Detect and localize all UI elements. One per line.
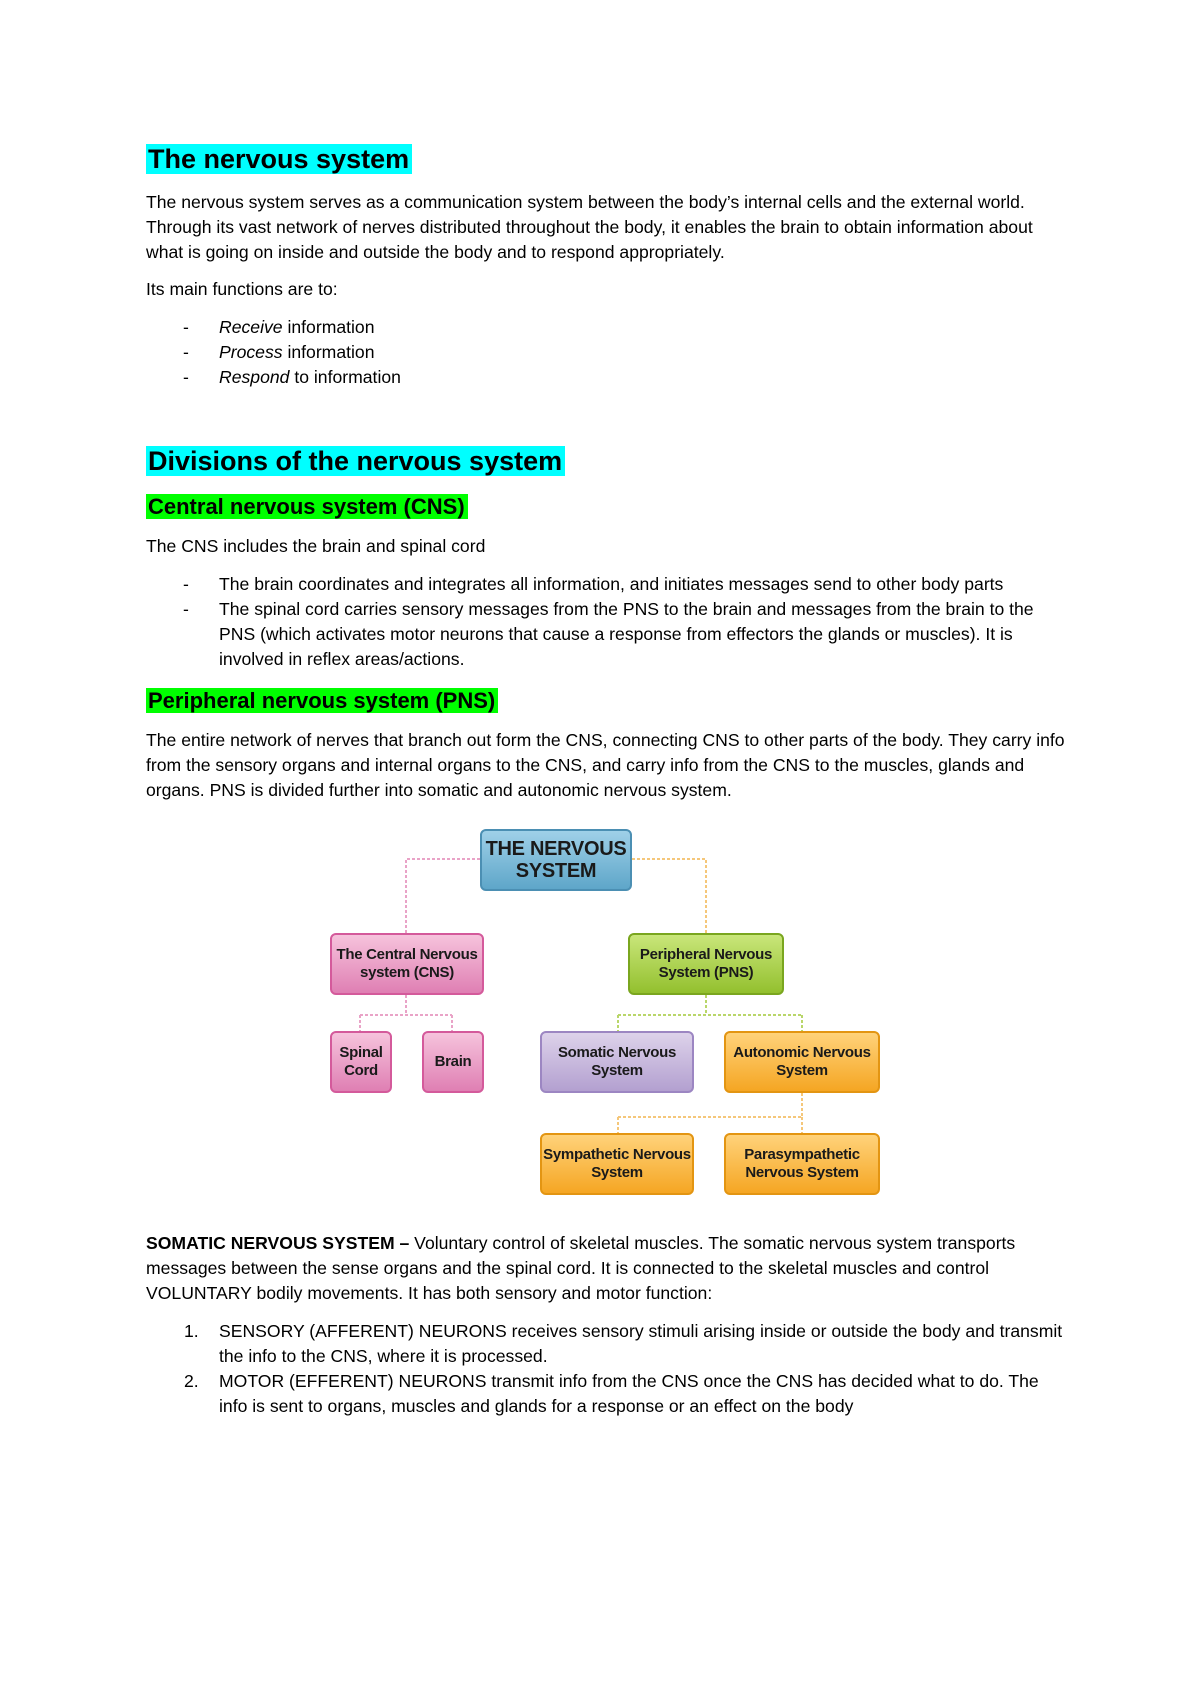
node-pns: Peripheral Nervous System (PNS) [628, 933, 784, 995]
heading-cns [146, 492, 1066, 522]
heading-text: Central nervous system (CNS) [146, 494, 468, 519]
function-rest: information [282, 342, 375, 362]
section-title-divisions [146, 444, 1066, 478]
connector-pns-children [618, 995, 802, 1031]
connector-autonomic-children [618, 1093, 802, 1133]
list-item-text: SENSORY (AFFERENT) NEURONS receives sensory stimuli arising inside or outside the body and transmit the info to the CNS, where it is processed. [219, 1321, 1063, 1366]
node-brain: Brain [422, 1031, 484, 1093]
list-item-text: MOTOR (EFFERENT) NEURONS transmit info from the CNS once the CNS has decided what to do. The info is sent to organs, muscles and glands for a response or an effect on the body [219, 1371, 1039, 1416]
cns-list [146, 572, 1066, 672]
list-number: 2. [184, 1371, 199, 1391]
list-item [146, 340, 1066, 365]
list-number: 1. [184, 1321, 199, 1341]
node-spinal-cord: Spinal Cord [330, 1031, 392, 1093]
list-item-text: The spinal cord carries sensory messages from the PNS to the brain and messages from the brain to the PNS (which activates motor neurons that cause a response from effectors the glands or muscles). It is involved in reflex areas/actions. [219, 599, 1034, 669]
section-title-text: Divisions of the nervous system [146, 446, 565, 476]
function-verb: Receive [219, 317, 283, 337]
section-title-text: The nervous system [146, 144, 412, 174]
list-item [146, 1369, 1066, 1419]
function-rest: to information [289, 367, 401, 387]
node-autonomic: Autonomic Nervous System [724, 1031, 880, 1093]
somatic-paragraph [146, 1231, 1066, 1306]
somatic-text: Voluntary control of skeletal muscles. The somatic nervous system transports messages between the sense organs and the spinal cord. It is connected to the skeletal muscles and control VOLUNTARY bodily movements. It has both sensory and motor function: [146, 1233, 1016, 1303]
list-item [146, 572, 1066, 597]
nervous-system-diagram [146, 825, 1066, 1225]
section-title-nervous-system [146, 142, 1066, 176]
connector-root-cns [406, 859, 480, 933]
heading-text: Peripheral nervous system (PNS) [146, 688, 498, 713]
dash-bullet: - [183, 342, 189, 362]
function-verb: Process [219, 342, 283, 362]
dash-bullet: - [183, 367, 189, 387]
pns-paragraph: The entire network of nerves that branch out form the CNS, connecting CNS to other parts of the body. They carry info from the sensory organs and internal organs to the CNS, and carry info from the CNS to the muscles, glands and organs. PNS is divided further into somatic and autonomic nervous system. [146, 730, 1065, 800]
somatic-label: SOMATIC NERVOUS SYSTEM – [146, 1233, 410, 1253]
functions-lead: Its main functions are to: [146, 279, 338, 299]
function-verb: Respond [219, 367, 290, 387]
list-item [146, 315, 1066, 340]
connector-cns-children [360, 995, 452, 1031]
document-content [146, 142, 1066, 1419]
list-item-text: The brain coordinates and integrates all information, and initiates messages send to other body parts [219, 574, 1004, 594]
function-rest: information [282, 317, 375, 337]
dash-bullet: - [183, 574, 189, 594]
node-nervous-system: THE NERVOUS SYSTEM [480, 829, 632, 891]
dash-bullet: - [183, 317, 189, 337]
functions-list [146, 315, 1066, 390]
heading-pns [146, 686, 1066, 716]
dash-bullet: - [183, 599, 189, 619]
list-item [146, 597, 1066, 672]
node-parasympathetic: Parasympathetic Nervous System [724, 1133, 880, 1195]
node-cns: The Central Nervous system (CNS) [330, 933, 484, 995]
somatic-list [146, 1319, 1066, 1419]
node-sympathetic: Sympathetic Nervous System [540, 1133, 694, 1195]
list-item [146, 1319, 1066, 1369]
cns-intro: The CNS includes the brain and spinal cord [146, 536, 486, 556]
connector-root-pns [632, 859, 706, 933]
node-somatic: Somatic Nervous System [540, 1031, 694, 1093]
intro-paragraph: The nervous system serves as a communication system between the body’s internal cells and the external world. Through its vast network of nerves distributed throughout the body, it enables the brain to obtain information about what is going on inside and outside the body and to respond appropriately. [146, 192, 1033, 262]
list-item [146, 365, 1066, 390]
